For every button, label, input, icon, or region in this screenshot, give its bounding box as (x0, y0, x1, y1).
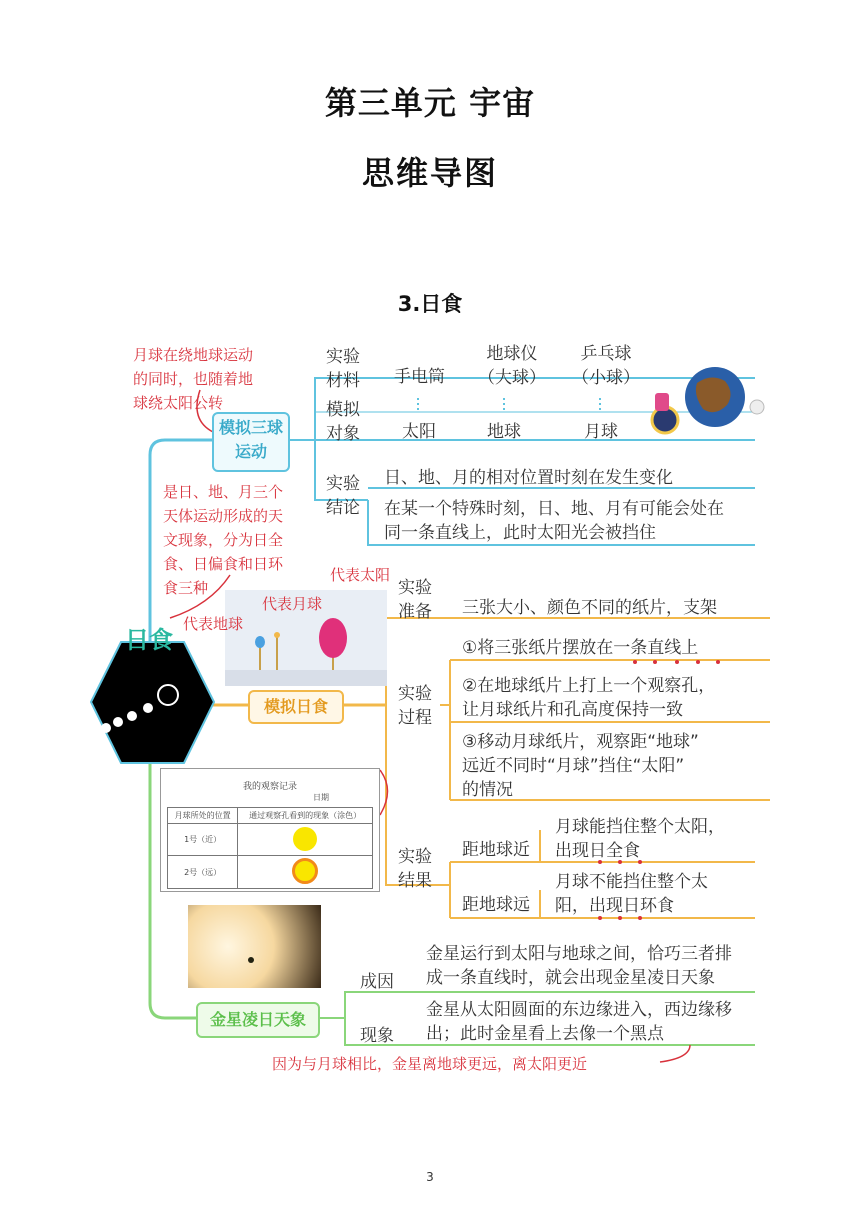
cause-text: 金星运行到太阳与地球之间，恰巧三者排 成一条直线时，就会出现金星凌日天象 (426, 944, 732, 988)
section-title: 3.日食 (397, 292, 463, 316)
sim3-note: 月球在绕地球运动 的同时，也随着地 球绕太阳公转 (133, 346, 254, 412)
label-represents-sun: 代表太阳 (330, 566, 391, 584)
full-sun-swatch (293, 827, 317, 851)
venus-dot (248, 957, 254, 963)
center-node-label: 日食 (125, 626, 173, 654)
material-flashlight: 手电筒 (394, 367, 445, 387)
object-earth: 地球 (487, 422, 521, 442)
phenomenon-text: 金星从太阳圆面的东边缘进入，西边缘移 出；此时金星看上去像一个黑点 (426, 1000, 732, 1044)
near-label: 距地球近 (462, 840, 530, 860)
venus-branch-box: 金星凌日天象 (196, 1002, 320, 1038)
process-step-1: ①将三张纸片摆放在一条直线上 (462, 638, 699, 658)
object-sun: 太阳 (402, 422, 436, 442)
record-table (167, 807, 373, 889)
record-title: 我的观察记录 (242, 782, 297, 792)
sim3-branch-box: 模拟三球运动 (212, 412, 290, 472)
record-row-far: 2号（远） (168, 856, 238, 889)
objects-label: 模拟 对象 (326, 400, 360, 444)
sim-eclipse-branch-box: 模拟日食 (248, 690, 344, 724)
cause-label: 成因 (360, 972, 394, 992)
record-date: 日期 (313, 793, 329, 802)
eclipse-illustration (90, 640, 215, 765)
globe-flashlight-illustration (645, 365, 765, 445)
process-step-3: ③移动月球纸片，观察距“地球” 远近不同时“月球”挡住“太阳” 的情况 (462, 732, 699, 800)
conclusion-label: 实验 结论 (326, 474, 360, 518)
venus-note: 因为与月球相比，金星离地球更远，离太阳更近 (272, 1055, 588, 1073)
page-number: 3 (426, 1170, 434, 1184)
process-step-2: ②在地球纸片上打上一个观察孔， 让月球纸片和孔高度保持一致 (462, 676, 716, 720)
record-col-phenomenon: 通过观察孔看到的现象（涂色） (238, 808, 373, 824)
conclusion-2: 在某一个特殊时刻，日、地、月有可能会处在 同一条直线上，此时太阳光会被挡住 (384, 499, 724, 543)
label-represents-moon: 代表月球 (262, 595, 323, 613)
unit-title: 第三单元 宇宙 (324, 84, 536, 122)
object-moon: 月球 (584, 422, 618, 442)
result-label: 实验 结果 (398, 847, 432, 891)
venus-transit-photo (188, 905, 321, 988)
far-result: 月球不能挡住整个太 阳，出现日环食 (555, 872, 708, 916)
prep-text: 三张大小、颜色不同的纸片，支架 (462, 598, 717, 618)
page-subtitle: 思维导图 (361, 154, 498, 192)
materials-label: 实验 材料 (326, 347, 360, 391)
material-globe: 地球仪 （大球） (478, 344, 546, 388)
definition-note: 是日、地、月三个 天体运动形成的天 文现象，分为日全 食、日偏食和日环 食三种 (163, 483, 284, 597)
record-row-near: 1号（近） (168, 824, 238, 856)
conclusion-1: 日、地、月的相对位置时刻在发生变化 (384, 468, 673, 488)
prep-label: 实验 准备 (398, 578, 432, 622)
phenomenon-label: 现象 (360, 1026, 394, 1046)
near-result: 月球能挡住整个太阳， 出现日全食 (555, 817, 725, 861)
record-col-position: 月球所处的位置 (168, 808, 238, 824)
process-label: 实验 过程 (398, 684, 432, 728)
material-pingpong: 乒乓球 （小球） (572, 344, 640, 388)
ring-sun-swatch (292, 858, 318, 884)
label-represents-earth: 代表地球 (183, 615, 244, 633)
center-eclipse-hexagon (90, 640, 215, 765)
far-label: 距地球远 (462, 895, 530, 915)
observation-record-card (160, 768, 380, 892)
